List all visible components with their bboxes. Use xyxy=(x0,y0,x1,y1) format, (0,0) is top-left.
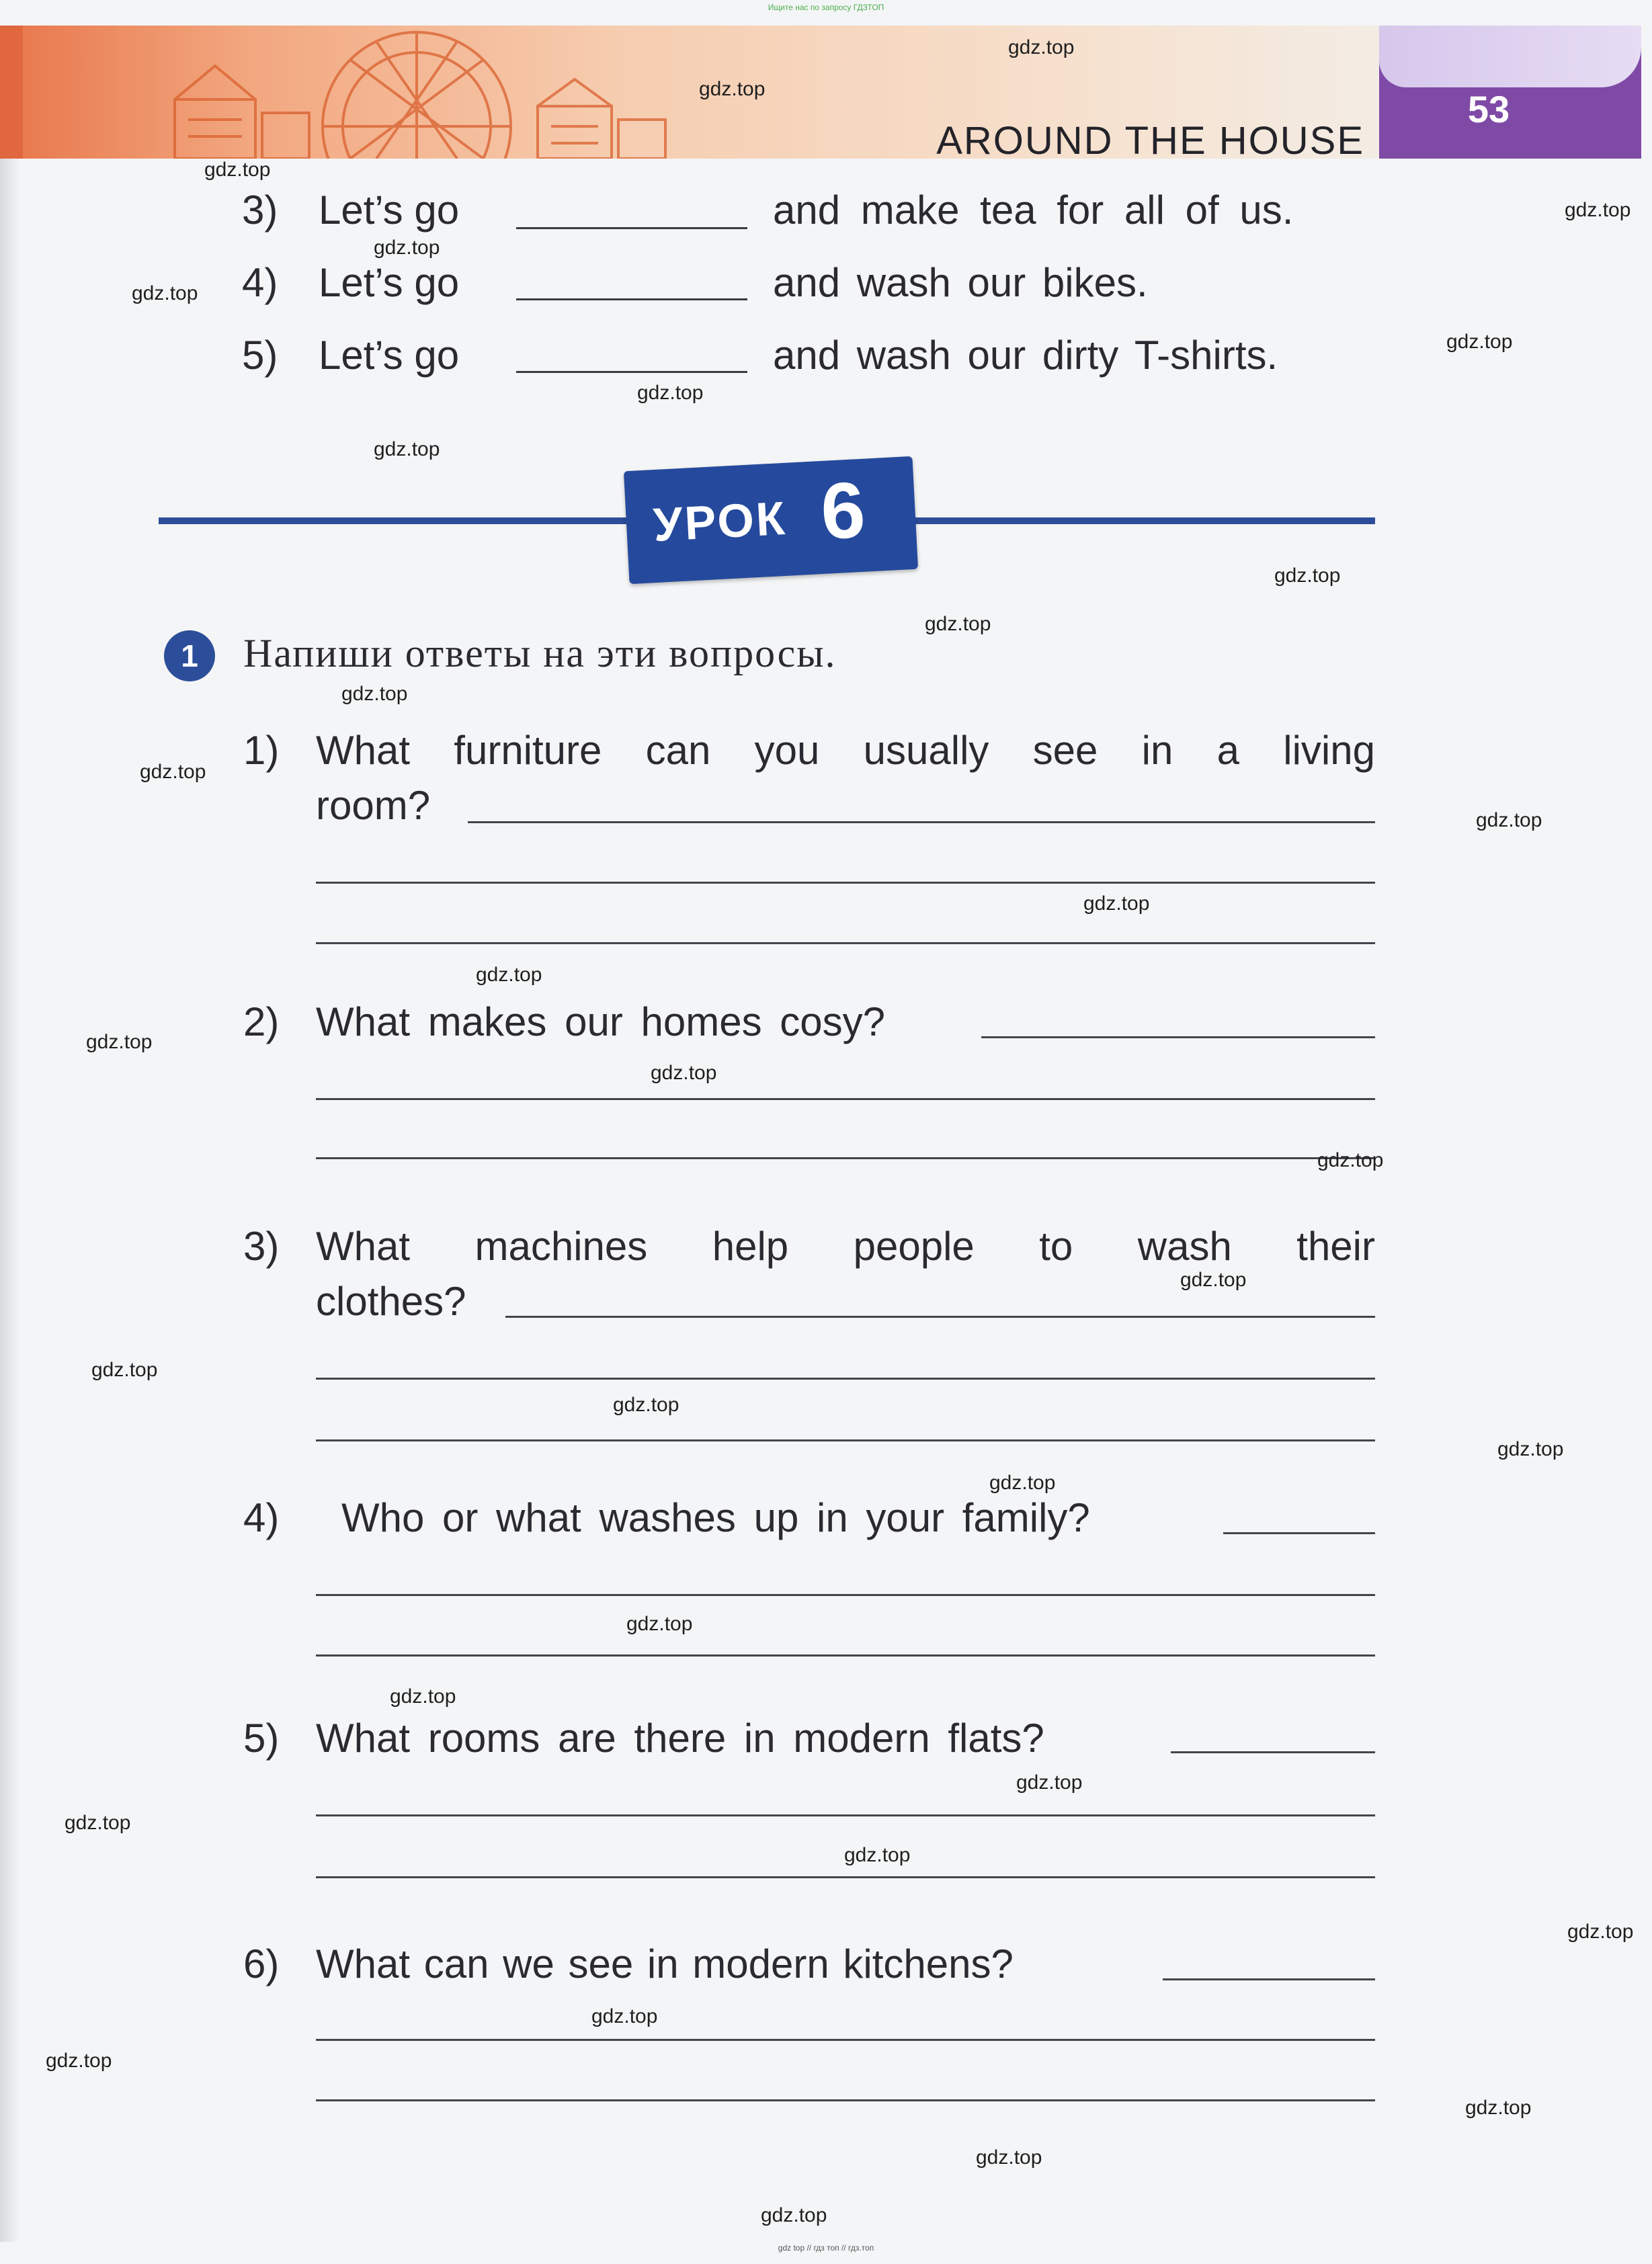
watermark: gdz.top xyxy=(374,237,440,259)
prev-item-after: and make tea for all of us. xyxy=(773,187,1294,233)
prev-item-num: 5) xyxy=(242,333,278,378)
watermark: gdz.top xyxy=(1180,1269,1247,1291)
watermark: gdz.top xyxy=(1497,1438,1564,1460)
answer-line[interactable] xyxy=(316,1814,1375,1816)
page-fold-shadow xyxy=(0,159,20,2242)
prev-item-after: and wash our dirty T-shirts. xyxy=(773,333,1278,378)
prev-item-blank[interactable] xyxy=(516,227,747,229)
question-text: What rooms are there in modern flats? xyxy=(316,1716,1044,1761)
watermark: gdz.top xyxy=(989,1472,1056,1494)
answer-line[interactable] xyxy=(505,1316,1375,1318)
watermark: gdz.top xyxy=(976,2146,1042,2169)
answer-line[interactable] xyxy=(316,1378,1375,1380)
watermark: gdz.top xyxy=(761,2204,827,2226)
question-number: 1) xyxy=(243,728,280,773)
prev-item-before: Let’s go xyxy=(319,187,460,233)
watermark: gdz.top xyxy=(1565,199,1631,221)
lesson-number: 6 xyxy=(819,465,868,556)
answer-line[interactable] xyxy=(316,1594,1375,1596)
question-text-cont: clothes? xyxy=(316,1279,466,1324)
answer-line[interactable] xyxy=(316,942,1375,944)
prev-item-num: 3) xyxy=(242,187,278,233)
question-text-cont: room? xyxy=(316,783,431,828)
answer-line[interactable] xyxy=(316,882,1375,884)
watermark: gdz.top xyxy=(140,761,206,783)
answer-line[interactable] xyxy=(1171,1751,1375,1753)
task-number-badge: 1 xyxy=(164,630,215,681)
watermark: gdz.top xyxy=(844,1844,911,1866)
answer-line[interactable] xyxy=(468,821,1375,823)
prev-item-blank[interactable] xyxy=(516,298,747,300)
prev-item-num: 4) xyxy=(242,260,278,305)
ferris-wheel-illustration xyxy=(161,26,672,159)
watermark: gdz.top xyxy=(1446,331,1513,353)
lesson-badge xyxy=(624,456,918,584)
answer-line[interactable] xyxy=(1223,1532,1375,1534)
watermark: gdz.top xyxy=(1476,809,1542,831)
question-text: What makes our homes cosy? xyxy=(316,999,885,1044)
watermark: gdz.top xyxy=(651,1062,717,1084)
watermark: gdz.top xyxy=(613,1394,679,1416)
watermark: gdz.top xyxy=(1083,892,1150,915)
watermark: gdz.top xyxy=(1016,1771,1083,1794)
watermark: gdz.top xyxy=(390,1685,456,1708)
answer-line[interactable] xyxy=(316,1439,1375,1441)
bottom-note: gdz top // гдз топ // гдз.топ xyxy=(778,2243,874,2253)
watermark: gdz.top xyxy=(626,1613,693,1635)
watermark: gdz.top xyxy=(476,964,542,986)
watermark: gdz.top xyxy=(699,78,766,100)
watermark: gdz.top xyxy=(132,282,198,304)
question-text: What can we see in modern kitchens? xyxy=(316,1941,1014,1986)
answer-line[interactable] xyxy=(316,2039,1375,2041)
answer-line[interactable] xyxy=(316,2099,1375,2101)
question-number: 3) xyxy=(243,1224,280,1269)
prev-item-before: Let’s go xyxy=(319,260,460,305)
task-instruction: Напиши ответы на эти вопросы. xyxy=(243,631,837,675)
watermark: gdz.top xyxy=(86,1031,153,1053)
watermark: gdz.top xyxy=(925,613,991,635)
lesson-word: УРОК xyxy=(652,491,788,552)
question-text: What furniture can you usually see in a living xyxy=(316,728,1375,773)
watermark: gdz.top xyxy=(637,382,704,404)
watermark: gdz.top xyxy=(1274,564,1341,587)
watermark: gdz.top xyxy=(204,159,271,181)
answer-line[interactable] xyxy=(316,1157,1375,1159)
answer-line[interactable] xyxy=(316,1098,1375,1100)
question-number: 6) xyxy=(243,1941,280,1986)
page-number: 53 xyxy=(1467,88,1510,130)
watermark: gdz.top xyxy=(374,438,440,460)
watermark: gdz.top xyxy=(1465,2097,1532,2119)
watermark: gdz.top xyxy=(1008,36,1075,58)
watermark: gdz.top xyxy=(1317,1149,1384,1171)
section-title: AROUND THE HOUSE xyxy=(936,119,1364,163)
watermark: gdz.top xyxy=(591,2005,658,2027)
question-number: 2) xyxy=(243,999,280,1044)
watermark: gdz.top xyxy=(65,1812,131,1834)
watermark: gdz.top xyxy=(91,1359,158,1381)
question-number: 5) xyxy=(243,1716,280,1761)
answer-line[interactable] xyxy=(1163,1978,1375,1980)
question-text: Who or what washes up in your family? xyxy=(341,1495,1090,1540)
prev-item-after: and wash our bikes. xyxy=(773,260,1148,305)
question-text: What machines help people to wash their xyxy=(316,1224,1375,1269)
prev-item-blank[interactable] xyxy=(516,371,747,373)
prev-item-before: Let’s go xyxy=(319,333,460,378)
top-note: Ищите нас по запросу ГДЗТОП xyxy=(768,3,884,12)
header-left-strip xyxy=(0,26,23,159)
page-tab-clouds xyxy=(1379,26,1641,87)
answer-line[interactable] xyxy=(316,1654,1375,1657)
watermark: gdz.top xyxy=(1567,1921,1634,1943)
answer-line[interactable] xyxy=(981,1036,1375,1038)
watermark: gdz.top xyxy=(341,683,408,705)
watermark: gdz.top xyxy=(46,2050,112,2072)
answer-line[interactable] xyxy=(316,1876,1375,1878)
question-number: 4) xyxy=(243,1495,280,1540)
